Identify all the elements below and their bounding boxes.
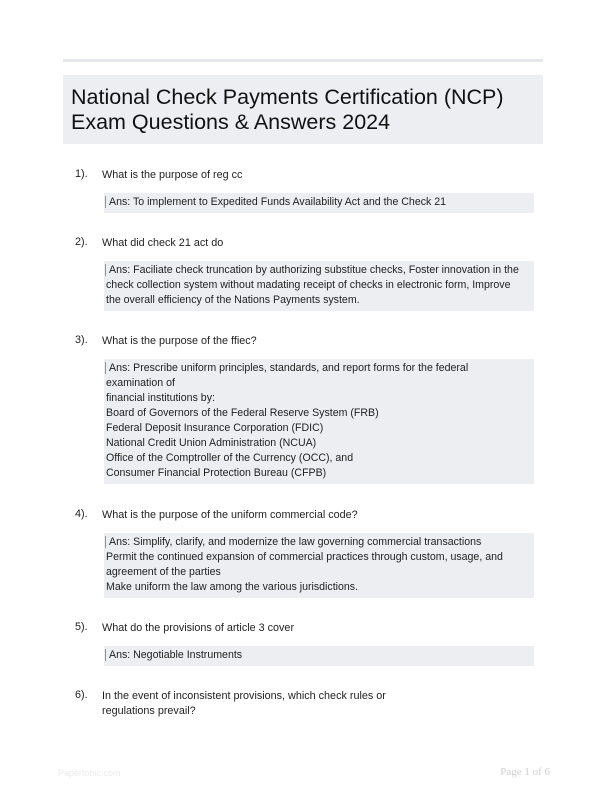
question-line: What do the provisions of article 3 cover	[102, 622, 295, 634]
question-number: 5).	[75, 621, 88, 633]
question-text	[102, 621, 402, 636]
answer-line: financial institutions by:	[106, 392, 215, 404]
question-text	[102, 168, 402, 183]
document-title	[63, 75, 543, 144]
question-line: What is the purpose of reg cc	[102, 169, 243, 181]
answer-line: Consumer Financial Protection Bureau (CFPB)	[106, 467, 327, 479]
question-line: What is the purpose of the ffiec?	[102, 335, 257, 347]
top-divider	[63, 59, 543, 62]
question-number: 3).	[75, 334, 88, 346]
question-number: 4).	[75, 508, 88, 520]
answer-marker	[105, 264, 106, 276]
question-line: What is the purpose of the uniform commercial code?	[102, 509, 358, 521]
answer-box	[104, 646, 534, 666]
question-text	[102, 508, 402, 523]
answer-line: Permit the continued expansion of commercial practices through custom, usage, and	[106, 551, 503, 563]
answer-marker	[105, 196, 106, 208]
answer-line: Ans: To implement to Expedited Funds Availability Act and the Check 21	[109, 196, 447, 208]
answer-box	[104, 193, 534, 213]
question-number: 2).	[75, 236, 88, 248]
answer-box	[104, 533, 534, 598]
question-text	[102, 334, 402, 349]
answer-line: Federal Deposit Insurance Corporation (FDIC)	[106, 422, 324, 434]
page-number: Page 1 of 6	[500, 766, 550, 778]
footer-watermark: Papertobic.com	[58, 768, 121, 778]
answer-marker	[105, 362, 106, 374]
answer-marker	[105, 649, 106, 661]
answer-marker	[105, 536, 106, 548]
answer-line: Make uniform the law among the various jurisdictions.	[106, 581, 359, 593]
answer-box	[104, 261, 534, 311]
question-number: 6).	[75, 689, 88, 701]
answer-line: the overall efficiency of the Nations Payments system.	[106, 294, 360, 306]
title-line-1: National Check Payments Certification (NCP)	[71, 85, 504, 109]
question-text	[102, 236, 402, 251]
answer-line: agreement of the parties	[106, 566, 221, 578]
answer-line: examination of	[106, 377, 175, 389]
answer-line: National Credit Union Administration (NCUA)	[106, 437, 317, 449]
answer-line: Ans: Negotiable Instruments	[109, 649, 243, 661]
answer-line: Board of Governors of the Federal Reserve System (FRB)	[106, 407, 379, 419]
answer-line: Ans: Faciliate check truncation by authorizing substitue checks, Foster innovation in the	[109, 264, 519, 276]
question-number: 1).	[75, 168, 88, 180]
answer-line: Ans: Prescribe uniform principles, standards, and report forms for the federal	[109, 362, 469, 374]
answer-line: Office of the Comptroller of the Currency (OCC), and	[106, 452, 354, 464]
answer-line: Ans: Simplify, clarify, and modernize the law governing commercial transactions	[109, 536, 482, 548]
question-text	[102, 689, 402, 719]
title-line-2: Exam Questions & Answers 2024	[71, 110, 391, 134]
question-line: regulations prevail?	[102, 705, 196, 717]
answer-box	[104, 359, 534, 484]
question-line: What did check 21 act do	[102, 237, 224, 249]
question-line: In the event of inconsistent provisions, which check rules or	[102, 690, 386, 702]
answer-line: check collection system without madating receipt of checks in electronic form, Improve	[106, 279, 511, 291]
